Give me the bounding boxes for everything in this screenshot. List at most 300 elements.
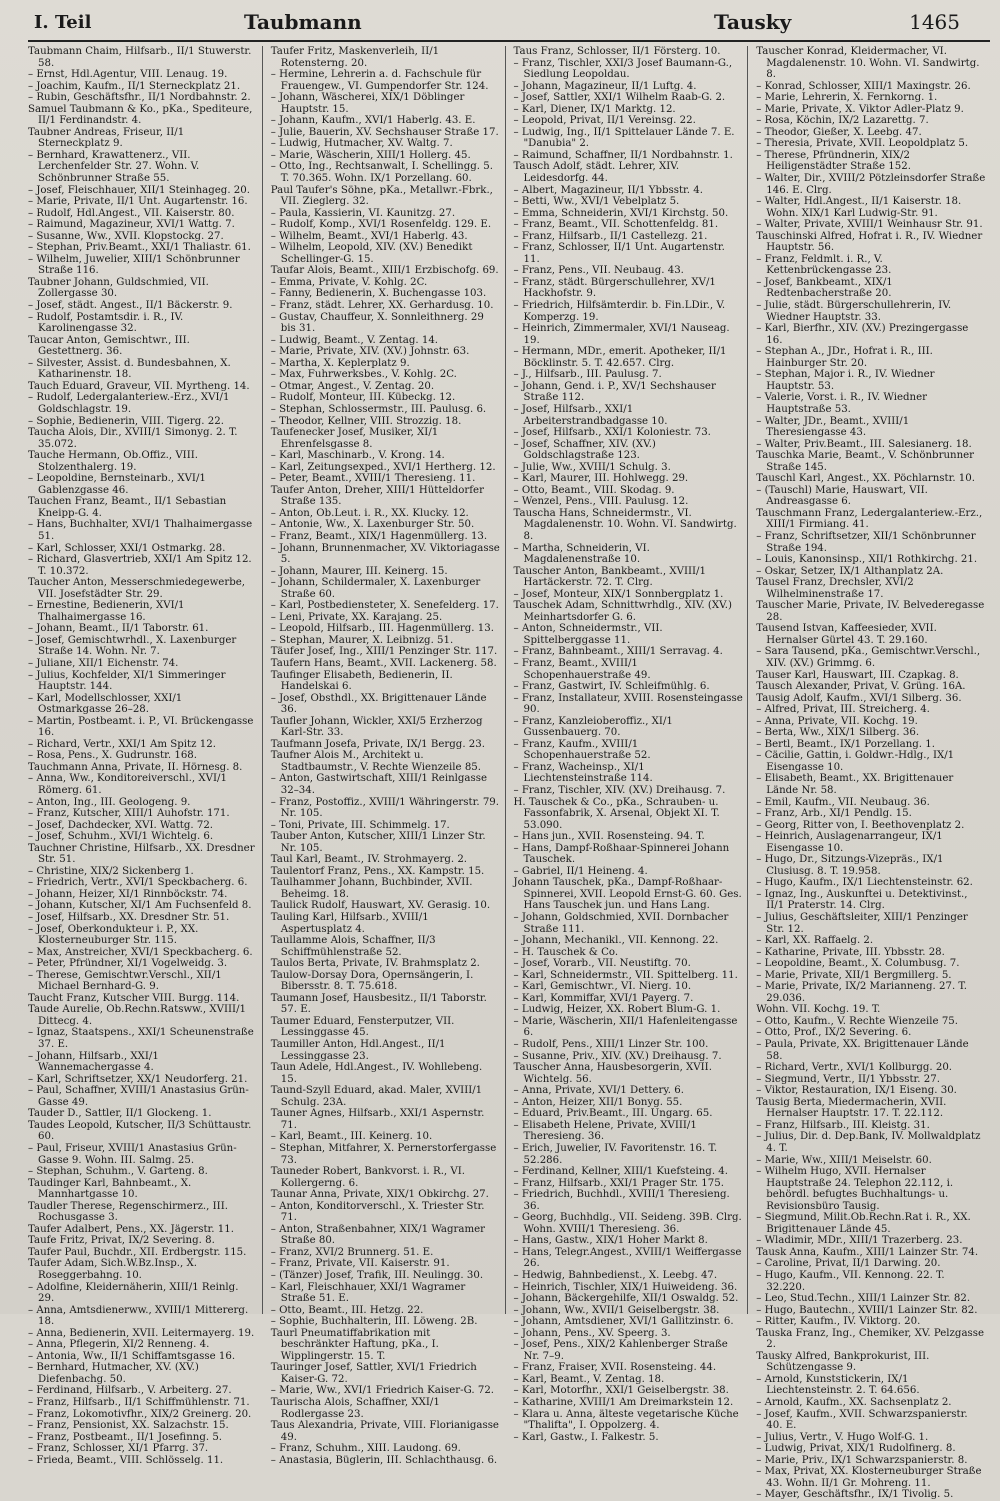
directory-entry: Taufar Alois, Beamt., XIII/1 Erzbischofg. 69.	[270, 265, 499, 277]
directory-entry: – Walter, Private, XVIII/1 Weinhausr Str. 91.	[756, 219, 983, 231]
directory-entry: – Anna, Bedienerin, XVII. Leitermayerg. 19.	[28, 1327, 255, 1339]
directory-entry: – Bertl, Beamt., IX/1 Porzellang. 1.	[756, 738, 935, 750]
directory-entry: – Sophie, Buchhalterin, III. Löweng. 2B.	[270, 1316, 478, 1328]
directory-entry: – Stephan, Mitfahrer, X. Pernerstorfergasse 73.	[270, 1142, 497, 1166]
directory-entry: – Julius, Vertr., V. Hugo Wolf-G. 1.	[756, 1431, 929, 1443]
directory-entry: – Marie, Private, X. Viktor Adler-Platz 9.	[756, 103, 964, 115]
directory-entry: – Anna, Amtsdienerww., XVIII/1 Mittererg. 18.	[28, 1304, 249, 1328]
directory-entry: – Johann, Brunnenmacher, XV. Viktoriagasse 5.	[270, 542, 500, 566]
directory-entry: – Martha, Schneiderin, VI. Magdalenenstraße 10.	[513, 542, 650, 566]
directory-entry: Taufer Anton, Dreher, XIII/1 Hütteldorfer Straße 135.	[270, 484, 484, 508]
directory-entry: – Karl, XX. Raffaelg. 2.	[756, 935, 874, 947]
directory-entry: – Hans, Telegr.Angest., XVIII/1 Weiffergasse 26.	[513, 1246, 742, 1270]
running-head-right: Tausky	[714, 10, 792, 34]
directory-entry: – Otto, Beamt., VIII. Skodag. 9.	[513, 484, 675, 496]
directory-entry: – Julius, Geschäftsleiter, XIII/1 Penzinger Str. 12.	[756, 912, 968, 935]
directory-entry: Taulentorf Franz, Pens., XX. Kampstr. 15.	[270, 865, 485, 877]
directory-entry: – Ludwig, Hutmacher, XV. Waltg. 7.	[270, 138, 453, 150]
directory-entry: Taucar Anton, Gemischtwr., III. Gestettnerg. 36.	[28, 334, 190, 358]
directory-entry: – Elisabeth Helene, Private, XVIII/1 Theresieng. 36.	[513, 1119, 697, 1143]
directory-entry: – Josef, Dachdecker, XVI. Wattg. 72.	[28, 819, 214, 831]
directory-entry: Taude Aurelie, Ob.Rechn.Ratsww., XVIII/1 Ditteсg. 4.	[28, 1004, 246, 1027]
directory-entry: – Wilhelm, Juwelier, XIII/1 Schönbrunner Straße 116.	[28, 253, 240, 277]
directory-entry: – Alfred, Privat, III. Streicherg. 4.	[756, 704, 930, 716]
directory-entry: – Franz, Schriftsetzer, XII/1 Schönbrunner Straße 194.	[756, 530, 976, 554]
directory-entry: – Josef, Hilfsarb., XXI/1 Arbeiterstrandbadgasse 10.	[513, 403, 668, 427]
directory-entry: – Karl, Maschinarb., V. Krong. 14.	[270, 450, 445, 462]
directory-entry: – Caroline, Privat, II/1 Darwing. 20.	[756, 1258, 941, 1270]
directory-entry: Taus Alexandria, Private, VIII. Florianigasse 49.	[270, 1420, 499, 1443]
directory-entry: Tauchner Christine, Hilfsarb., XX. Dresdner Str. 51.	[28, 842, 255, 866]
directory-entry: Johann Tauschek, pKa., Dampf-Roßhaar-Spinnerei, XVII. Leopold Ernst-G. 60. Ges. Hans Tauschek jun. und Hans Lang.	[513, 877, 742, 912]
directory-entry: Taufer Adalbert, Pens., XX. Jägerstr. 11.	[28, 1223, 234, 1235]
directory-entry: – Franz, Beamt., XIX/1 Hagenmüllerg. 13.	[270, 530, 488, 542]
directory-entry: – Cäcilie, Gattin, i. Goldwr.-Hdlg., IX/1 Eisengasse 10.	[756, 750, 955, 773]
directory-entry: – Betti, Ww., XVI/1 Vebelplatz 5.	[513, 196, 680, 208]
directory-entry: – Rubin, Geschäftsfhr., II/1 Nordbahnstr. 2.	[28, 92, 251, 104]
running-head-left: Taubmann	[244, 10, 362, 34]
directory-entry: – Wilhelm, Beamt., XVI/1 Haberlg. 43.	[270, 230, 468, 242]
directory-entry: Tauschinski Alfred, Hofrat i. R., IV. Wiedner Hauptstr. 56.	[756, 230, 983, 254]
directory-entry: Tauber Anton, Kutscher, XIII/1 Linzer Str. Nr. 105.	[270, 831, 486, 854]
directory-entry: – Sara Tausend, pKa., Gemischtwr.Verschl., XIV. (XV.) Grimmg. 6.	[756, 646, 981, 669]
directory-entry: – Franz, Postoffiz., XVIII/1 Währingerstr. 79. Nr. 105.	[270, 796, 500, 820]
directory-entry: – Ludwig, Privat, XIX/1 Rudolfinerg. 8.	[756, 1443, 956, 1455]
directory-entry: – Emma, Private, V. Kohlg. 2C.	[270, 276, 428, 288]
directory-entry: Samuel Taubmann & Ko., pKa., Spediteure, II/1 Ferdinandstr. 4.	[28, 103, 253, 127]
directory-entry: Taufer Fritz, Maskenverleih, II/1 Rotensterng. 20.	[270, 46, 440, 69]
directory-entry: – Franz, Arb., XI/1 Pendlg. 15.	[756, 808, 912, 820]
directory-entry: – Stephan, Priv.Beamt., XXI/1 Thaliastr. 61.	[28, 242, 251, 254]
directory-entry: – Ernst, Hdl.Agentur, VIII. Lenaug. 19.	[28, 69, 228, 81]
directory-entry: – Franz, Kutscher, XIII/1 Auhofstr. 171.	[28, 808, 230, 820]
directory-entry: – Otto, Beamt., III. Hetzg. 22.	[270, 1304, 424, 1316]
directory-entry: – Peter, Pfründner, XI/1 Vogelweidg. 3.	[28, 958, 228, 970]
directory-entry: Taurl Pneumatiffabrikation mit beschränkter Haftung, pKa., I. Wipplingerstr. 15. T.	[270, 1327, 439, 1362]
directory-entry: – Viktor, Restauration, IX/1 Eiseng. 30.	[756, 1085, 957, 1097]
directory-entry: – Emil, Kaufm., VII. Neubaug. 36.	[756, 796, 930, 808]
directory-entry: – Hugo, Kaufm., VII. Kennong. 22. T. 32.220.	[756, 1269, 945, 1293]
directory-entry: Taumann Josef, Hausbesitz., II/1 Taborstr. 57. E.	[270, 992, 487, 1016]
directory-entry: Tauschek Adam, Schnittwrhdlg., XIV. (XV.) Meinhartsdorfer G. 6.	[513, 600, 732, 623]
directory-entry: – Karl, Maurer, III. Hohlwegg. 29.	[513, 473, 689, 485]
directory-entry: Tausch Alexander, Privat, V. Grüng. 16A.	[756, 681, 966, 693]
directory-entry: Taubner Andreas, Friseur, II/1 Sterneckplatz 9.	[28, 126, 185, 150]
directory-entry: – Franz, Pensionist, XX. Salzachstr. 15.	[28, 1420, 229, 1432]
directory-entry: – Karl, Beamt., V. Zentag. 18.	[513, 1373, 665, 1385]
directory-entry: – Ludwig, Beamt., V. Zentag. 14.	[270, 334, 439, 346]
directory-entry: – Franz, Tischler, XXI/3 Josef Baumann-G., Siedlung Leopoldau.	[513, 57, 733, 81]
directory-entry: – Franz, Postbeamt., II/1 Josefinng. 5.	[28, 1431, 223, 1443]
directory-entry: – Franz, Feldmlt. i. R., V. Kettenbrückengasse 23.	[756, 253, 892, 277]
directory-entry: Taulick Rudolf, Hauswart, XV. Gerasig. 10.	[270, 900, 491, 912]
directory-entry: – Walter, Dir., XVIII/2 Pötzleinsdorfer Straße 146. E. Clrg.	[756, 173, 986, 196]
directory-entry: Taufner Alois M., Architekt u. Stadtbaumstr., V. Rechte Wienzeile 85.	[270, 750, 482, 773]
directory-entry: Taudes Leopold, Kutscher, II/3 Schüttaustr. 60.	[28, 1119, 252, 1143]
directory-entry: – Ludwig, Ing., II/1 Spittelauer Lände 7. E. "Danubia" 2.	[513, 126, 735, 150]
directory-entry: – Marie, Priv., IX/1 Schwarzspanierstr. 8.	[756, 1454, 968, 1466]
directory-entry: – Josef, Schuhm., XVI/1 Wichtelg. 6.	[28, 831, 214, 843]
directory-entry: – Valerie, Vorst. i. R., IV. Wiedner Hauptstraße 53.	[756, 392, 927, 415]
directory-entry: Taus Franz, Schlosser, II/1 Försterg. 10.	[513, 46, 721, 57]
directory-entry: – Karl, Gastw., I. Falkestr. 5.	[513, 1431, 659, 1443]
directory-entry: – Stephan, Schuhm., V. Gartеng. 8.	[28, 1166, 208, 1178]
directory-entry: – Franz, Fraiser, XVII. Rosensteing. 44.	[513, 1362, 717, 1374]
directory-entry: – Anna, Pflegerin, XI/2 Renneng. 4.	[28, 1339, 210, 1351]
directory-entry: – Johann, Schildermaler, X. Laxenburger Straße 60.	[270, 577, 481, 600]
directory-entry: – Katharine, Private, III. Ybbsstr. 28.	[756, 946, 945, 958]
directory-entry: – Walter, JDr., Beamt., XVIII/1 Theresiengasse 43.	[756, 415, 910, 439]
directory-entry: Tausig Adolf, Kaufm., XVI/1 Silberg. 36.	[756, 692, 962, 704]
directory-entry: – Johann, Mechanikl., VII. Kennong. 22.	[513, 935, 719, 947]
directory-entry: – Marie, Lehrerin, X. Fernkorng. 1.	[756, 92, 938, 104]
directory-entry: – Siegmund, Milit.Ob.Rechn.Rat i. R., XX. Brigittenauer Lände 45.	[756, 1212, 971, 1235]
directory-entry: – Ludwig, Heizer, XX. Robert Blum-G. 1.	[513, 1004, 721, 1016]
directory-entry: Tauscher Marie, Private, IV. Belvederegasse 28.	[756, 600, 985, 623]
directory-entry: – Theodor, Gießer, X. Leebg. 47.	[756, 126, 922, 138]
directory-entry: – Julie, städt. Bürgerschullehrerin, IV. Wiedner Hauptstr. 33.	[756, 300, 952, 323]
directory-entry: – (Tauschl) Marie, Hauswart, VII. Andreasgasse 6.	[756, 484, 928, 508]
directory-entry: – Franz, Hilfsarb., XXI/1 Prager Str. 175.	[513, 1177, 724, 1189]
directory-entry: – Karl, Gemischtwr., VI. Nierg. 10.	[513, 981, 692, 993]
directory-entry: – Johann, Kaufm., XVI/1 Haberlg. 43. E.	[270, 115, 476, 127]
directory-entry: Taulow-Dorsay Dora, Opernsängerin, I. Bibersstr. 8. T. 75.618.	[270, 969, 474, 993]
directory-entry: – Josef, Schaffner, XIV. (XV.) Goldschlagstraße 123.	[513, 438, 656, 462]
directory-entry: – Karl, Motorfhr., XXI/1 Geiselbergstr. 38.	[513, 1385, 729, 1397]
page-number: 1465	[909, 10, 960, 34]
directory-entry: Taufe Fritz, Privat, IX/2 Severing. 8.	[28, 1235, 215, 1247]
directory-entry: – Ritter, Kaufm., IV. Viktorg. 20.	[756, 1316, 921, 1328]
directory-entry: Taucht Franz, Kutscher VIII. Burgg. 114.	[28, 992, 240, 1004]
directory-entry: – Heinrich, Zimmermaler, XVI/1 Nauseag. 19.	[513, 323, 730, 346]
directory-entry: Taulos Berta, Private, IV. Brahmsplatz 2.	[270, 958, 480, 970]
directory-entry: – Franz, Schuhm., XIII. Laudong. 69.	[270, 1443, 461, 1455]
directory-entry: Tauscher Anna, Hausbesorgerin, XVII. Wichtelg. 56.	[513, 1062, 712, 1085]
directory-entry: – Karl, Postbediensteter, X. Senefelderg. 17.	[270, 600, 499, 612]
directory-entry: – Anton, Ob.Leut. i. R., XX. Klucky. 12.	[270, 507, 469, 519]
directory-entry: – Hans, Gastw., XIX/1 Hoher Markt 8.	[513, 1235, 708, 1247]
directory-entry: – Franz, Installateur, XVIII. Rosensteingasse 90.	[513, 692, 743, 716]
directory-entry: Taucha Alois, Dir., XVIII/1 Simonyg. 2. T. 35.072.	[28, 427, 238, 450]
directory-entry: – Ignaz, Staatspens., XXI/1 Scheunenstraße 37. E.	[28, 1027, 254, 1051]
directory-entry: – Leni, Private, XX. Karajang. 25.	[270, 611, 443, 623]
directory-entry: – Josef, städt. Angest., II/1 Bäckerstr. 9.	[28, 300, 233, 312]
directory-entry: Tausend Istvan, Kaffeesieder, XVII. Hernalser Gürtel 43. T. 29.160.	[756, 623, 937, 646]
directory-entry: – Berta, Ww., XIX/1 Silberg. 36.	[756, 727, 920, 739]
directory-entry: – Raimund, Magazineur, XVI/1 Wattg. 7.	[28, 219, 235, 231]
directory-entry: Tauchmann Anna, Private, II. Hörnesg. 8.	[28, 761, 243, 773]
directory-entry: – Franz, Schlosser, XI/1 Pfarrg. 37.	[28, 1443, 209, 1455]
directory-entry: – Rudolf, Pens., XIII/1 Linzer Str. 100.	[513, 1039, 709, 1051]
directory-entry: – Stephan, Major i. R., IV. Wiedner Hauptstr. 53.	[756, 369, 935, 392]
directory-entry: – Frieda, Beamt., VIII. Schlösselg. 11.	[28, 1454, 224, 1466]
directory-entry: Tauche Hermann, Ob.Offiz., VIII. Stolzenthalerg. 19.	[28, 450, 198, 473]
directory-entry: – Karl, Modellschlosser, XXI/1 Ostmarkgasse 26–28.	[28, 692, 183, 716]
directory-entry: – Hans, Buchhalter, XVI/1 Thalhaimergasse 51.	[28, 519, 253, 542]
directory-entry: – Theresia, Private, XVII. Leopoldplatz 5.	[756, 138, 969, 150]
directory-entry: – Franz, städt. Bürgerschullehrer, XV/1 Hackhofstr. 9.	[513, 276, 716, 300]
directory-entry: Taumer Eduard, Fensterputzer, VII. Lessinggasse 45.	[270, 1015, 455, 1039]
directory-entry: – Juliane, XII/1 Eichenstr. 74.	[28, 657, 179, 669]
directory-entry: – Therese, Pfründnerin, XIX/2 Heiligenstädter Straße 152.	[756, 149, 911, 173]
directory-entry: – Johann, Heizer, XI/1 Rinnböckstr. 74.	[28, 888, 228, 900]
directory-entry: – Hugo, Dr., Sitzungs-Vizepräs., IX/1 Clusiusg. 8. T. 19.958.	[756, 854, 944, 877]
directory-entry: Tauneder Robert, Bankvorst. i. R., VI. Kollergerng. 6.	[270, 1166, 466, 1189]
directory-entry: – Karl, Beamt., III. Keinerg. 10.	[270, 1131, 433, 1143]
directory-entry: Tausig Berta, Miedermacherin, XVII. Hernalser Hauptstr. 17. T. 22.112.	[756, 1096, 947, 1120]
directory-entry: – Fanny, Bedienerin, X. Buchengasse 103.	[270, 288, 487, 300]
directory-entry: – Johann, Ww., XVII/1 Geiselbergstr. 38.	[513, 1304, 720, 1316]
directory-entry: – Marie, Ww., XVI/1 Friedrich Kaiser-G. 72.	[270, 1385, 495, 1397]
directory-entry: – Otmar, Angest., V. Zentag. 20.	[270, 380, 435, 392]
directory-entry: Taumiller Anton, Hdl.Angest., II/1 Lessinggasse 23.	[270, 1039, 446, 1062]
directory-entry: – Friedrich, Buchhdl., XVIII/1 Theresieng. 36.	[513, 1189, 730, 1212]
directory-entry: Tausky Alfred, Bankprokurist, III. Schützengasse 9.	[756, 1350, 930, 1374]
directory-entry: Wohn. VII. Kochg. 19. T.	[756, 1004, 881, 1016]
directory-entry: Tauscher Konrad, Kleidermacher, VI. Magdalenenstr. 10. Wohn. VI. Sandwirtg. 8.	[756, 46, 980, 81]
directory-entry: – Johann, Magazineur, II/1 Luftg. 4.	[513, 80, 697, 92]
directory-entry: – Franz, Kanzleioberoffiz., XI/1 Gussenbauerg. 70.	[513, 715, 673, 739]
directory-entry: – Theodor, Kellner, VIII. Strozzig. 18.	[270, 415, 462, 427]
directory-entry: – Wilhelm Hugo, XVII. Hernalser Hauptstraße 24. Telephon 22.112, i. behördl. befugtes Buchhaltungs- u. Revisionsbüro Tausig.	[756, 1166, 954, 1212]
directory-entry: – Emma, Schneiderin, XVI/1 Kirchstg. 50.	[513, 207, 729, 219]
directory-entry: – Sophie, Bedienerin, VIII. Tigerg. 22.	[28, 415, 224, 427]
directory-entry: – Marie, Private, IX/2 Mariannеng. 27. T. 29.036.	[756, 981, 967, 1004]
directory-entry: – Josef, Vorarb., VII. Neustiftg. 70.	[513, 958, 691, 970]
directory-entry: – Siegmund, Vertr., II/1 Ybbsstr. 27.	[756, 1073, 940, 1085]
directory-entry: – Louis, Kanonsinsp., XII/1 Rothkirchg. 21.	[756, 554, 978, 566]
directory-entry: – Klara u. Anna, älteste vegetarische Küche "Thalifta", I. Oppolzerg. 4.	[513, 1408, 739, 1432]
directory-entry: – Josef, Gemischtwrhdl., X. Laxenburger Straße 14. Wohn. Nr. 7.	[28, 634, 237, 658]
directory-entry: – Josef, Hilfsarb., XXI/1 Koloniestr. 73.	[513, 427, 711, 439]
directory-entry: – Anton, Straßenbahner, XIX/1 Wagramer Straße 80.	[270, 1223, 486, 1247]
directory-entry: – Franz, Bahnbeamt., XIII/1 Serravag. 4.	[513, 646, 723, 658]
directory-entry: – Rudolf, Komp., XVI/1 Rosenfeldg. 129. E.	[270, 219, 492, 231]
directory-entry: – Martha, X. Keplerplatz 9.	[270, 357, 410, 369]
directory-entry: – Rudolf, Hdl.Angest., VII. Kaiserstr. 80.	[28, 207, 235, 219]
directory-entry: – Anastasia, Büglerin, III. Schlachthausg. 6.	[270, 1454, 498, 1466]
directory-entry: – Susanne, Ww., XVII. Klopstockg. 27.	[28, 230, 224, 242]
directory-entry: – Erich, Juwelier, IV. Favoritenstr. 16. T. 52.286.	[513, 1142, 718, 1166]
directory-entry: – Franz, Private, VII. Kaiserstr. 91.	[270, 1258, 450, 1270]
directory-entry: – Eduard, Priv.Beamt., III. Ungarg. 65.	[513, 1108, 713, 1120]
directory-entry: – Karl, Schriftsetzer, XX/1 Neudorferg. 21.	[28, 1073, 248, 1085]
directory-entry: – Therese, Gemischtwr.Verschl., XII/1 Michael Bernhard-G. 9.	[28, 969, 222, 993]
directory-entry: – Oskar, Setzer, IX/1 Althanplatz 2A.	[756, 565, 944, 577]
directory-entry: – Konrad, Schlosser, XIII/1 Maxingstr. 26.	[756, 80, 971, 92]
directory-entry: – Rudolf, Ledergalanteriew.-Erz., XVI/1 Goldschlagstr. 19.	[28, 392, 230, 415]
directory-entry: Taulhammer Johann, Buchbinder, XVII. Beheimg. 18.	[270, 877, 473, 900]
directory-entry: – Karl, Bierfhr., XIV. (XV.) Prezingergasse 16.	[756, 323, 969, 346]
directory-entry: – Arnold, Kunststickerin, IX/1 Liechtensteinstr. 2. T. 64.656.	[756, 1373, 920, 1397]
directory-entry: – Walter, Hdl.Angest., II/1 Kaiserstr. 18. Wohn. XIX/1 Karl Ludwig-Str. 91.	[756, 196, 962, 219]
directory-entry: – Katharine, XVIII/1 Am Dreimarkstein 12.	[513, 1396, 734, 1408]
directory-entry: – Rosa, Köchin, IX/2 Lazarettg. 7.	[756, 115, 929, 127]
directory-entry: – Franz, XVI/2 Brunnerg. 51. E.	[270, 1246, 434, 1258]
directory-entry: – Adolfine, Kleidernäherin, XIII/1 Reinlg. 29.	[28, 1281, 239, 1305]
directory-entry: Tausel Franz, Drechsler, XVI/2 Wilhelminenstraße 17.	[756, 577, 914, 600]
directory-entry: – Franz, Pens., VII. Neubaug. 43.	[513, 265, 684, 277]
directory-entry: – Heinrich, Auslagenarrangeur, IX/1 Eisengasse 10.	[756, 831, 943, 854]
directory-entry: – Johann, Amtsdiener, XVI/1 Gallitzinstr. 6.	[513, 1316, 734, 1328]
directory-entry: – Julius, Dir. d. Dep.Bank, IV. Mollwaldplatz 4. T.	[756, 1131, 981, 1154]
directory-entry: – Max, Privat, XX. Klosterneuburger Straße 43. Wohn. II/1 Gr. Mohreng. 11.	[756, 1466, 982, 1489]
directory-entry: – Stephan, Schlossermstr., III. Paulusg. 6.	[270, 403, 487, 415]
directory-entry: – Marie, Wäscherin, XIII/1 Hollerg. 45.	[270, 149, 471, 161]
directory-entry: Tauschka Marie, Beamt., V. Schönbrunner Straße 145.	[756, 450, 975, 473]
directory-entry: – Johann, Pens., XV. Speerg. 3.	[513, 1327, 671, 1339]
directory-entry: Tauser Karl, Hauswart, III. Czapkag. 8.	[756, 669, 959, 681]
directory-entry: – Leo, Stud.Techn., XIII/1 Lainzer Str. 82.	[756, 1293, 971, 1305]
directory-entry: – Georg, Buchhdlg., VII. Seideng. 39B. Clrg. Wohn. XVIII/1 Theresieng. 36.	[513, 1212, 742, 1235]
directory-entry: – Bernhard, Hutmacher, XV. (XV.) Diefenbachg. 50.	[28, 1362, 199, 1385]
directory-entry: Paul Taufer's Söhne, pKa., Metallwr.-Fbrk., VII. Zieglerg. 32.	[270, 184, 493, 208]
directory-entry: Tauscher Anton, Bankbeamt., XVIII/1 Hartäckerstr. 72. T. Clrg.	[513, 565, 706, 589]
directory-entry: – Raimund, Schaffner, II/1 Nordbahnstr. 1.	[513, 149, 733, 161]
directory-entry: – Anna, Private, VII. Kochg. 19.	[756, 715, 918, 727]
directory-entry: Taufern Hans, Beamt., XVII. Lackenerg. 58.	[270, 657, 497, 669]
directory-entry: Tauling Karl, Hilfsarb., XVIII/1 Aspertusplatz 4.	[270, 912, 429, 935]
directory-entry: – Otto, Kaufm., V. Rechte Wienzeile 75.	[756, 1015, 959, 1027]
directory-entry: Täufer Josef, Ing., XIII/1 Penzinger Str. 117.	[270, 646, 498, 658]
directory-entry: – Josef, Monteur, XIX/1 Sonnbergplatz 1.	[513, 588, 724, 600]
directory-entry: Taufmann Josefa, Private, IX/1 Bergg. 23.	[270, 738, 485, 750]
directory-entry: – Max, Anstreicher, XVI/1 Speckbacherg. 6.	[28, 946, 253, 958]
directory-entry: – Franz, Beamt., VII. Schottenfeldg. 81.	[513, 219, 719, 231]
directory-entry: Taubmann Chaim, Hilfsarb., II/1 Stuwerstr. 58.	[28, 46, 252, 69]
column-4	[756, 46, 990, 1501]
directory-entry: – Martin, Postbeamt. i. P., VI. Brückengasse 16.	[28, 715, 254, 739]
directory-entry: – Anna, Private, XVI/1 Dettery. 6.	[513, 1085, 684, 1097]
directory-entry: – Leopoldine, Beamt., X. Columbusg. 7.	[756, 958, 960, 970]
directory-entry: Tauchen Franz, Beamt., II/1 Sebastian Kneipp-G. 4.	[28, 496, 227, 519]
directory-entry: – Friedrich, Hilfsämterdir. b. Fin.LDir., V. Komperzg. 19.	[513, 300, 726, 323]
directory-entry: Taufinger Elisabeth, Bedienerin, II. Handelskai 6.	[270, 669, 453, 693]
directory-entry: – Josef, Sattler, XXI/1 Wilhelm Raab-G. 2.	[513, 92, 726, 104]
directory-entry: H. Tauschek & Co., pKa., Schrauben- u. Fassonfabrik, X. Arsenal, Objekt XI. T. 53.090.	[513, 796, 720, 831]
directory-entry: Taufer Paul, Buchdr., XII. Erdbergstr. 115.	[28, 1246, 247, 1258]
directory-entry: – Josef, Bankbeamt., XIX/1 Redtenbacherstraße 20.	[756, 276, 893, 300]
directory-entry: Tausch Adolf, städt. Lehrer, XIV. Leidesdorfg. 44.	[513, 161, 680, 185]
directory-entry: – Marie, Private, XII/1 Bergmillerg. 5.	[756, 969, 952, 981]
directory-entry: Tauder D., Sattler, II/1 Glockeng. 1.	[28, 1108, 212, 1120]
directory-entry: – Marie, Wäscherin, XII/1 Hafenleitengasse 6.	[513, 1015, 738, 1039]
directory-entry: Taufenecker Josef, Musiker, XI/1 Ehrenfelsgasse 8.	[270, 427, 439, 450]
directory-entry: – Stephan A., JDr., Hofrat i. R., III. Hainburger Str. 20.	[756, 346, 933, 369]
directory-entry: – Franz, Hilfsarb., II/1 Schiffmühlenstr. 71.	[28, 1396, 250, 1408]
directory-entry: – Peter, Beamt., XVIII/1 Theresieng. 11.	[270, 473, 476, 485]
directory-entry: – Ferdinand, Hilfsarb., V. Arbeiterg. 27.	[28, 1385, 232, 1397]
directory-entry: – Franz, Wacheinsp., XI/1 Liechtensteinstraße 114.	[513, 761, 653, 785]
directory-entry: Tauschmann Franz, Ledergalanteriew.-Erz., XIII/1 Firmiang. 41.	[756, 507, 983, 531]
directory-entry: – Mayer, Geschäftsfhr., IX/1 Tivolig. 5.	[756, 1489, 954, 1501]
directory-entry: – Ignaz, Ing., Auskunftei u. Detektivinst., II/1 Praterstr. 14. Clrg.	[756, 888, 968, 912]
directory-entry: Taudinger Karl, Bahnbeamt., X. Mannhartgasse 10.	[28, 1177, 192, 1201]
directory-entry: – Susanne, Priv., XIV. (XV.) Dreihausg. 7.	[513, 1050, 722, 1062]
directory-entry: – Julie, Ww., XVIII/1 Schulg. 3.	[513, 461, 671, 473]
directory-entry: – Hugo, Kaufm., IX/1 Liechtensteinstr. 62.	[756, 877, 973, 889]
directory-entry: Taudler Therese, Regenschirmerz., III. Rochusgasse 3.	[28, 1200, 228, 1224]
directory-entry: – Gabriel, II/1 Heineng. 4.	[513, 865, 648, 877]
directory-entry: – Johann, Hilfsarb., XXI/1 Wannemachergasse 4.	[28, 1050, 159, 1074]
directory-entry: – Johann, Bäckergehilfe, XII/1 Oswaldg. 52.	[513, 1293, 739, 1305]
directory-entry: – Leopold, Privat, II/1 Vereinsg. 22.	[513, 115, 696, 127]
directory-entry: – Hugo, Bautechn., XVIII/1 Lainzer Str. 82.	[756, 1304, 978, 1316]
directory-entry: – Wenzel, Pens., VIII. Paulusg. 12.	[513, 496, 689, 508]
directory-entry: – Johann, Beamt., II/1 Taborstr. 61.	[28, 623, 209, 635]
directory-entry: – Richard, Vertr., XXI/1 Am Spitz 12.	[28, 738, 216, 750]
directory-entry: – Franz, Tischler, XIV. (XV.) Dreihausg. 7.	[513, 785, 726, 796]
directory-entry: – Albert, Magazineur, II/1 Ybbsstr. 4.	[513, 184, 704, 196]
directory-entry: – Anton, Ing., III. Geologeng. 9.	[28, 796, 191, 808]
directory-entry: – Antonia, Ww., II/1 Schiffamtsgasse 16.	[28, 1350, 236, 1362]
directory-entry: Taullamme Alois, Schaffner, II/3 Schiffmühlenstraße 52.	[270, 935, 436, 958]
directory-entry: – Marie, Private, II/1 Unt. Augartenstr. 16.	[28, 196, 248, 208]
directory-entry: – Johann, Maurer, III. Keinerg. 15.	[270, 565, 448, 577]
directory-entry: – Silvester, Assist. d. Bundesbahnen, X. Katharinenstr. 18.	[28, 357, 231, 381]
directory-entry: – Paul, Friseur, XVIII/1 Anastasius Grün-Gasse 9. Wohn. III. Salmg. 25.	[28, 1142, 237, 1166]
directory-entry: – Karl, Schlosser, XXI/1 Ostmarkg. 28.	[28, 542, 226, 554]
directory-entry: – Franz, städt. Lehrer, XX. Gerhardusg. 10.	[270, 300, 494, 312]
directory-entry: – Christine, XIX/2 Sickenberg 1.	[28, 865, 194, 877]
directory-entry: – Rudolf, Postamtsdir. i. R., IV. Karolinengasse 32.	[28, 311, 184, 335]
directory-entry: – Karl, Zeitungsexped., XVI/1 Hertherg. 12.	[270, 461, 496, 473]
directory-entry: – Leopoldine, Bernsteinarb., XVI/1 Gablenzgasse 46.	[28, 473, 206, 496]
directory-entry: – Josef, Kaufm., XVII. Schwarzspanierstr. 40. E.	[756, 1408, 968, 1432]
directory-entry: – Heinrich, Tischler, XIX/1 Huiweideng. 36.	[513, 1281, 738, 1293]
directory-entry: Taufler Johann, Wickler, XXI/5 Erzherzog Karl-Str. 33.	[270, 715, 483, 739]
directory-entry: – Josef, Oberkondukteur i. P., XX. Klosterneuburger Str. 115.	[28, 923, 199, 947]
directory-entry: – Max, Fuhrwerksbes., V. Kohlg. 2C.	[270, 369, 457, 381]
directory-entry: Tauner Agnes, Hilfsarb., XXI/1 Aspernstr. 71.	[270, 1108, 485, 1131]
directory-entry: Taunar Anna, Private, XIX/1 Obkirchg. 27.	[270, 1189, 489, 1201]
directory-entry: – Karl, Kommiffar, XVI/1 Payerg. 7.	[513, 992, 694, 1004]
directory-entry: – Paul, Schaffner, XVIII/1 Anastasius Grün-Gasse 49.	[28, 1085, 249, 1108]
directory-entry: Tausk Anna, Kaufm., XIII/1 Lainzer Str. 74.	[756, 1246, 979, 1258]
directory-entry: – Josef, Obsthdl., XX. Brigittenauer Lände 36.	[270, 692, 487, 716]
directory-entry: – Bernhard, Krawattenerz., VII. Lerchenfelder Str. 27. Wohn. V. Schönbrunner Straße 55.	[28, 149, 200, 185]
directory-entry: – Karl, Diener, IX/1 Marktg. 12.	[513, 103, 676, 115]
directory-entry: – Wilhelm, Leopold, XIV. (XV.) Benedikt Schellinger-G. 15.	[270, 242, 473, 265]
directory-entry: Taurischa Alois, Schaffner, XXI/1 Rodlergasse 23.	[270, 1396, 440, 1420]
directory-entry: – Anton, Heizer, XII/1 Bonyg. 55.	[513, 1096, 683, 1108]
directory-entry: – Julie, Bauerin, XV. Sechshauser Straße 17.	[270, 126, 499, 138]
directory-entry: – Josef, Pens., XIX/2 Kahlenberger Straße Nr. 7–9.	[513, 1339, 728, 1362]
directory-entry: – J., Hilfsarb., III. Paulusg. 7.	[513, 369, 662, 381]
directory-entry: – Marie, Private, XIV. (XV.) Johnstr. 63.	[270, 346, 470, 358]
directory-entry: – Franz, Kaufm., XVIII/1 Schopenhauerstraße 52.	[513, 738, 651, 762]
column-3	[513, 46, 749, 1443]
directory-entry: Taubner Johann, Guldschmied, VII. Zollergasse 30.	[28, 276, 209, 300]
directory-entry: – Richard, Vertr., XVI/1 Kollburgg. 20.	[756, 1062, 953, 1074]
directory-entry: Taufer Adam, Sich.W.Bz.Insp., X. Roseggerbahng. 10.	[28, 1258, 197, 1281]
directory-entry: – Antonie, Ww., X. Laxenburger Str. 50.	[270, 519, 475, 531]
directory-entry: – Paula, Kassierin, VI. Kaunitzg. 27.	[270, 207, 456, 219]
directory-entry: Tauska Franz, Ing., Chemiker, XV. Pelzgasse 2.	[756, 1327, 985, 1351]
directory-entry: – Josef, Fleischhauer, XII/1 Steinhageg. 20.	[28, 184, 251, 196]
directory-entry: Taucher Anton, Messerschmiedegewerbe, VII. Josefstädter Str. 29.	[28, 577, 245, 600]
directory-entry: Tauch Eduard, Graveur, VII. Myrtheng. 14.	[28, 380, 250, 392]
directory-entry: – Anton, Gastwirtschaft, XIII/1 Reinlgasse 32–34.	[270, 773, 487, 796]
directory-entry: – Anton, Schneidermstr., VII. Spittelberggasse 11.	[513, 623, 663, 646]
directory-entry: Taun Adele, Hdl.Angest., IV. Wohllebeng. 15.	[270, 1062, 483, 1085]
directory-entry: – Wladimir, MDr., XIII/1 Trazerberg. 23.	[756, 1235, 963, 1247]
directory-entry: – Anton, Konditorverschl., X. Triester Str. 71.	[270, 1200, 485, 1224]
directory-entry: – Ferdinand, Kellner, XIII/1 Kuefsteing. 4.	[513, 1166, 729, 1178]
directory-entry: – Elisabeth, Beamt., XX. Brigittenauer Lände Nr. 58.	[756, 773, 954, 796]
directory-entry: – Franz, Beamt., XVIII/1 Schopenhauerstraße 49.	[513, 657, 651, 681]
directory-entry: – Rudolf, Monteur, III. Kübeckg. 12.	[270, 392, 456, 404]
